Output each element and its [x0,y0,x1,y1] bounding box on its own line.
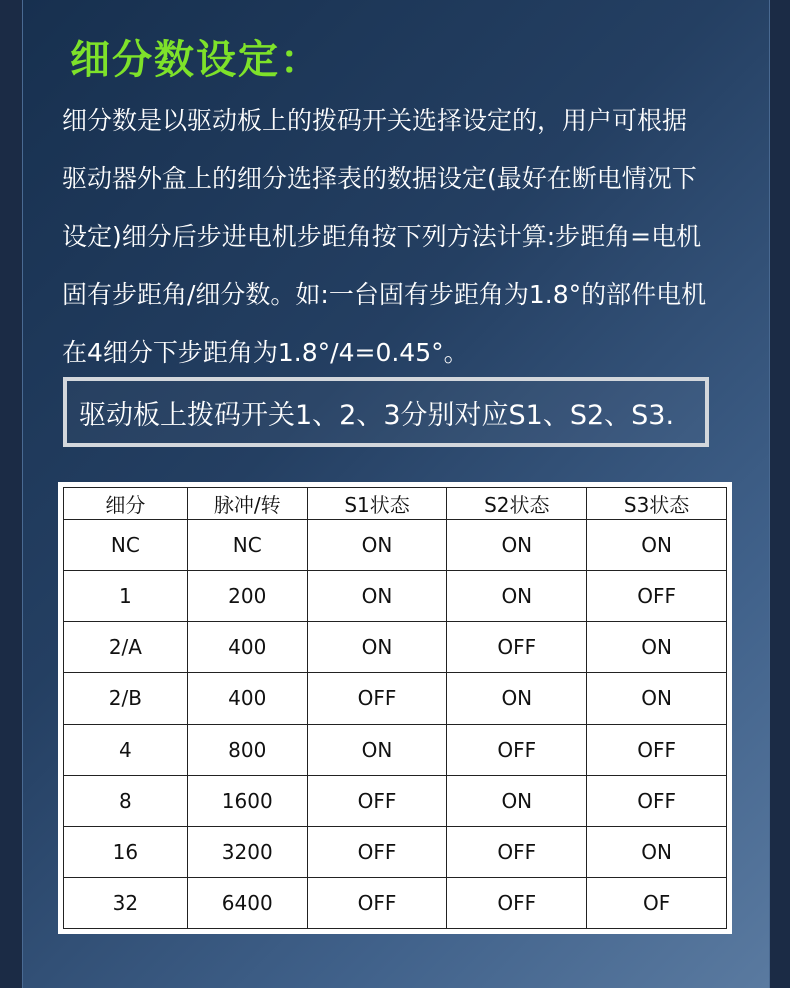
cell-pulses: 400 [187,622,307,673]
cell-s3: ON [587,622,727,673]
cell-s2: OFF [447,724,587,775]
switch-mapping-note [63,377,709,447]
cell-s2: OFF [447,826,587,877]
cell-microstep: 1 [64,571,188,622]
paragraph-line: 固有步距角/细分数。如:一台固有步距角为1.8°的部件电机 [62,280,707,309]
cell-s2: OFF [447,877,587,928]
microstep-table-container [58,482,732,934]
cell-s3: ON [587,673,727,724]
cell-s3: ON [587,520,727,571]
cell-pulses: 800 [187,724,307,775]
table-row [64,826,727,877]
table-row [64,775,727,826]
cell-s1: ON [307,571,447,622]
switch-mapping-text: 驱动板上拨码开关1、2、3分别对应S1、S2、S3. [79,399,675,431]
header-pulses-per-rev: 脉冲/转 [187,488,307,520]
cell-s3: OFF [587,724,727,775]
paragraph-line: 设定)细分后步进电机步距角按下列方法计算:步距角=电机 [62,222,702,251]
cell-pulses: 200 [187,571,307,622]
cell-pulses: NC [187,520,307,571]
cell-microstep: 32 [64,877,188,928]
cell-pulses: 1600 [187,775,307,826]
cell-microstep: 2/A [64,622,188,673]
cell-pulses: 3200 [187,826,307,877]
table-header-row [64,488,727,520]
cell-s1: OFF [307,877,447,928]
header-s2-state: S2状态 [447,488,587,520]
cell-s2: ON [447,673,587,724]
cell-microstep: 2/B [64,673,188,724]
cell-s2: ON [447,571,587,622]
paragraph-line: 在4细分下步距角为1.8°/4=0.45°。 [62,338,469,367]
cell-s1: ON [307,622,447,673]
cell-microstep: NC [64,520,188,571]
cell-s1: OFF [307,826,447,877]
cell-microstep: 16 [64,826,188,877]
table-row [64,724,727,775]
description-paragraph [62,92,752,382]
cell-s1: ON [307,520,447,571]
cell-s2: ON [447,775,587,826]
table-row [64,622,727,673]
cell-pulses: 400 [187,673,307,724]
cell-s3: ON [587,826,727,877]
table-row [64,673,727,724]
paragraph-line: 细分数是以驱动板上的拨码开关选择设定的，用户可根据 [62,106,688,135]
cell-s3: OF [587,877,727,928]
table-row [64,571,727,622]
table-row [64,520,727,571]
cell-s1: OFF [307,775,447,826]
cell-pulses: 6400 [187,877,307,928]
microstep-table [63,487,727,929]
cell-s2: OFF [447,622,587,673]
table-row [64,877,727,928]
cell-s3: OFF [587,571,727,622]
header-s1-state: S1状态 [307,488,447,520]
section-heading: 细分数设定： [70,37,322,83]
cell-microstep: 4 [64,724,188,775]
header-microstep: 细分 [64,488,188,520]
cell-microstep: 8 [64,775,188,826]
cell-s2: ON [447,520,587,571]
cell-s1: ON [307,724,447,775]
header-s3-state: S3状态 [587,488,727,520]
table-body [64,520,727,929]
cell-s3: OFF [587,775,727,826]
paragraph-line: 驱动器外盒上的细分选择表的数据设定(最好在断电情况下 [62,164,697,193]
cell-s1: OFF [307,673,447,724]
